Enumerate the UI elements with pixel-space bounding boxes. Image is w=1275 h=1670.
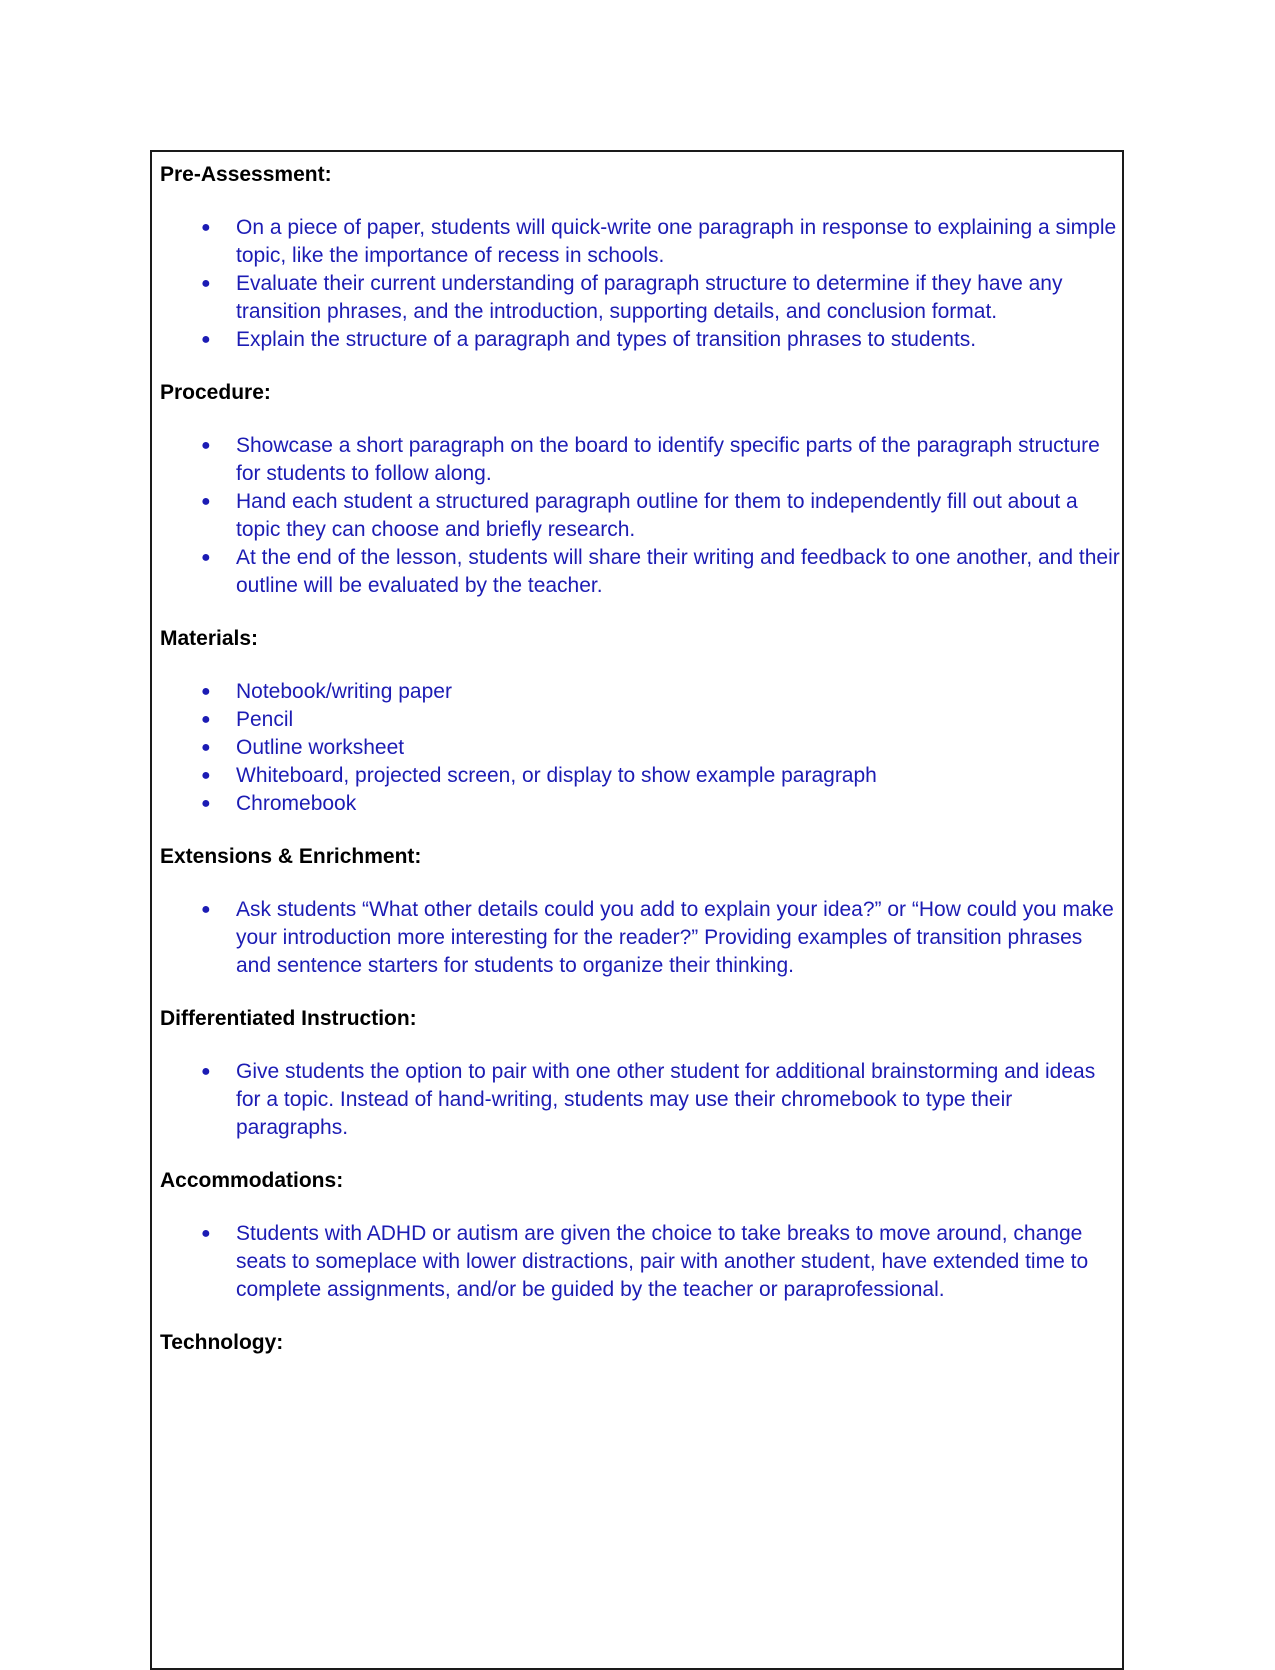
section-procedure — [160, 379, 1120, 600]
bullet-list — [160, 214, 1120, 354]
bullet-icon: ● — [201, 767, 211, 784]
bullet-icon: ● — [201, 739, 211, 756]
section-heading: Materials: — [160, 627, 259, 650]
bullet-list — [160, 432, 1120, 600]
section-accommodations — [160, 1167, 1120, 1304]
bullet-icon: ● — [201, 331, 211, 348]
bullet-icon: ● — [201, 275, 211, 292]
list-item — [160, 544, 1120, 600]
section-heading: Differentiated Instruction: — [160, 1007, 417, 1030]
list-item-text: Showcase a short paragraph on the board to identify specific parts of the paragraph structure for students to follow along. — [236, 434, 1100, 485]
bullet-icon: ● — [201, 901, 211, 918]
list-item — [160, 896, 1120, 980]
bullet-icon: ● — [201, 1225, 211, 1242]
list-item-text: Give students the option to pair with one other student for additional brainstorming and ideas for a topic. Instead of hand-writing, students may use their chromebook to type their paragraphs. — [236, 1060, 1096, 1139]
list-item — [160, 270, 1120, 326]
bullet-icon: ● — [201, 683, 211, 700]
section-differentiated-instruction — [160, 1005, 1120, 1142]
bullet-icon: ● — [201, 493, 211, 510]
list-item-text: Students with ADHD or autism are given the choice to take breaks to move around, change seats to someplace with lower distractions, pair with another student, have extended time to complete assignments, and/or be guided by the teacher or paraprofessional. — [236, 1222, 1089, 1301]
section-pre-assessment — [160, 161, 1120, 354]
list-item — [160, 1220, 1120, 1304]
list-item-text: Hand each student a structured paragraph outline for them to independently fill out about a topic they can choose and briefly research. — [236, 490, 1078, 541]
list-item — [160, 734, 1120, 762]
bullet-icon: ● — [201, 711, 211, 728]
bullet-icon: ● — [201, 219, 211, 236]
section-heading: Pre-Assessment: — [160, 163, 332, 186]
bullet-list — [160, 896, 1120, 980]
bullet-icon: ● — [201, 549, 211, 566]
list-item-text: Whiteboard, projected screen, or display to show example paragraph — [236, 764, 877, 787]
list-item — [160, 762, 1120, 790]
list-item — [160, 488, 1120, 544]
list-item-text: Notebook/writing paper — [236, 680, 452, 703]
section-materials — [160, 625, 1120, 818]
section-extensions-enrichment — [160, 843, 1120, 980]
bullet-list — [160, 1220, 1120, 1304]
list-item-text: Pencil — [236, 708, 294, 731]
list-item — [160, 1058, 1120, 1142]
list-item-text: Evaluate their current understanding of paragraph structure to determine if they have any transition phrases, and the introduction, supporting details, and conclusion format. — [236, 272, 1063, 323]
list-item-text: Chromebook — [236, 792, 357, 815]
list-item — [160, 214, 1120, 270]
list-item-text: On a piece of paper, students will quick-write one paragraph in response to explaining a simple topic, like the importance of recess in schools. — [236, 216, 1117, 267]
list-item-text: Explain the structure of a paragraph and types of transition phrases to students. — [236, 328, 977, 351]
list-item — [160, 706, 1120, 734]
bullet-list — [160, 678, 1120, 818]
bullet-list — [160, 1058, 1120, 1142]
section-technology — [160, 1329, 1120, 1357]
bullet-icon: ● — [201, 437, 211, 454]
list-item — [160, 678, 1120, 706]
list-item-text: Ask students “What other details could you add to explain your idea?” or “How could you make your introduction more interesting for the reader?” Providing examples of transition phrases and sentence starters for students to organize their thinking. — [236, 898, 1114, 977]
section-heading: Extensions & Enrichment: — [160, 845, 422, 868]
list-item — [160, 326, 1120, 354]
list-item-text: At the end of the lesson, students will share their writing and feedback to one another, and their outline will be evaluated by the teacher. — [236, 546, 1120, 597]
bullet-icon: ● — [201, 795, 211, 812]
list-item-text: Outline worksheet — [236, 736, 405, 759]
list-item — [160, 432, 1120, 488]
section-heading: Procedure: — [160, 381, 271, 404]
section-heading: Technology: — [160, 1331, 284, 1354]
list-item — [160, 790, 1120, 818]
section-heading: Accommodations: — [160, 1169, 344, 1192]
bullet-icon: ● — [201, 1063, 211, 1080]
lesson-plan-content — [160, 161, 1120, 1382]
